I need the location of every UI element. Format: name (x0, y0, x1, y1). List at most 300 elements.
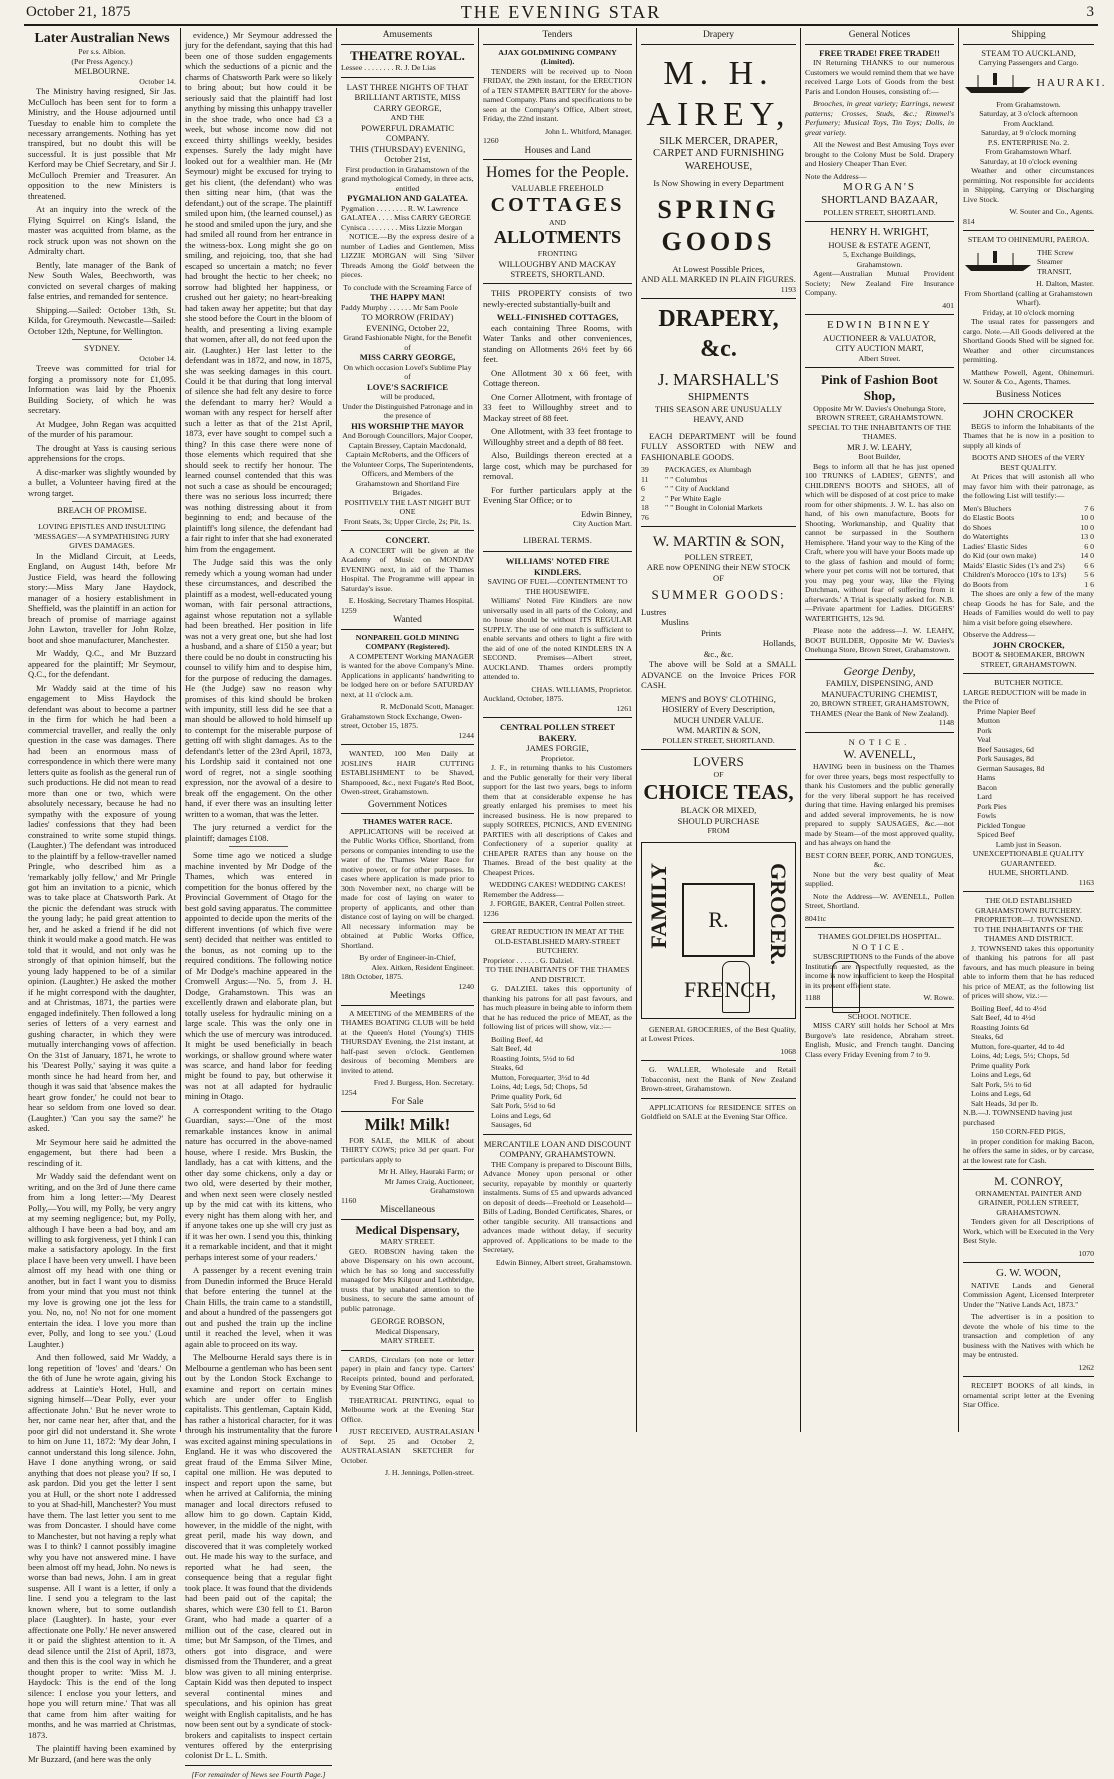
section-heading-tenders: Tenders (483, 30, 632, 45)
family-grocer-illustration (641, 842, 796, 1019)
ad-text: Grahamstown. (856, 259, 903, 269)
ad-text: The usual rates for passengers and cargo. Note.—All Goods delivered at the Shortland Goods Shed will be signed for. Weather and other circumstances permitting. (963, 317, 1094, 365)
continuation-note: [For remainder of News see Fourth Page.] (191, 1769, 326, 1779)
ad-text: Matthew Powell, Agent, Ohinemuri. W. Souter & Co., Agents, Thames. (963, 367, 1094, 387)
ad-text: AJAX GOLDMINING COMPANY (Limited). (498, 47, 617, 67)
price-item: Prime quality Pork, 6d (491, 1091, 562, 1101)
ad-number: 1254 (341, 1087, 357, 1097)
price-item: Children's Morocco (10's to 13's) (963, 570, 1067, 580)
butcher-item: Hams (977, 773, 996, 783)
theatre-title: THEATRE ROYAL. (350, 47, 465, 63)
news-paragraph: The plaintiff having been examined by Mr Buzzard, (and here was the only (28, 1743, 176, 1764)
ad-text: WANTED, 100 Men Daily at JOSLIN'S HAIR CUTTING ESTABLISHMENT to be Shaved, Shampooed, &c., next Fugate's Red Boot, Owen-street, Grahamstown. (341, 749, 474, 797)
news-paragraph: Mr Seymour here said he admitted the engagement, but there had been a rescinding of it. (28, 1136, 176, 1168)
price-item: do Elastic Boots (963, 513, 1015, 523)
ship-count: 11 (641, 474, 649, 484)
section-heading-business: Business Notices (963, 390, 1094, 405)
ad-text: Medical Dispensary, (355, 1222, 460, 1237)
ad-text: The shoes are only a few of the many cheap Goods he has for Sale, and the Heads of Families would do well to pay him a visit before going elsewhere. (963, 589, 1094, 627)
ad-text: BUTCHER NOTICE. (994, 678, 1063, 688)
ship-count: 76 (641, 512, 649, 522)
ad-text: W. Souter and Co., Agents. (1009, 207, 1094, 217)
drapery-title: DRAPERY, &c. (658, 306, 779, 362)
ad-text: A MEETING of the MEMBERS of the THAMES BOATING CLUB will be held at the Queen's Hotel (Young's) THIS THURSDAY Evening, the 21st instant, at half-past seven o'clock. Gentlemen desirous of becoming Members are invited to attend. (341, 1008, 474, 1075)
news-paragraph: And then followed, said Mr Waddy, a long repetition of 'loves' and 'dears.' On the 6th of June he wrote again, giving his address at Laintie's Hotel, Hull, and signing himself—'Dear Polly, ever your affectionate John.' But he never wrote to her, nor came near her, after that, and the poor girl did not understand it. She wrote to him on June 11, 1872: 'My dear John, I cannot understand this long silence. John, Have I done anything wrong, or said anything that does not please you? If so, I ask pardon. Did you get the letter I sent you at Hull, or the short note I addressed to you at Shad-hill, Manchester? You must have them. The last letter you sent to me was from Doncaster. I should have come to Manchester, but not having a reply what was I to think? I cannot possibly imagine why you have not answered mine. I have been almost off my head, John. No news is worse than bad news, John. I am in great suspense. All I want is a letter, if only a line. I send you a telegram to the last known where, but to some outlandish place (Laughter). In haste, your ever affectionate one Polly.' He never answered it or paid the slightest attention to it. A dead silence until the 21st of April, 1873, and then this is the cool way in which he thought proper to write: 'Miss M. J. Haydock: This is the end of the long silence: I enclose you your letters, and hope you will return mine.' That was all that came from him after waiting for months, and he was married at Christmas, 1873. (28, 1352, 176, 1740)
ad-text: HOUSE & ESTATE AGENT, (828, 239, 931, 250)
ad-text: JOHN CROCKER (983, 407, 1074, 422)
steamer-row (963, 248, 1094, 277)
ad-text: NONPAREIL GOLD MINING COMPANY (Registered). (355, 632, 460, 652)
ad-text: Williams' Noted Fire Kindlers are now universally used in all parts of the Colony, and no house should be without ITS REGULAR SUPPLY. The use of one match is sufficient to enable servants and others to light a fire with the aid of one of the noted KINDLERS IN A SECOND. Premises—Albert street, AUCKLAND. Thames orders promptly attended to. (483, 596, 632, 682)
ad-text: MISS CARY still holds her School at Mrs Burgove's late residence, Abraham street. English, Music, and French taught. Dancing Class every Friday Evening from 7 to 9. (805, 1021, 954, 1059)
newspaper-title: THE EVENING STAR (460, 2, 662, 22)
ad-text: For further particulars apply at the Evening Star Office; or to (483, 484, 632, 506)
ad-text: JUST RECEIVED, AUSTRALASIAN of Sept. 25 and October 2, AUSTRALASIAN SKETCHER for October. (341, 1427, 474, 1465)
ad-number: 1193 (780, 284, 796, 294)
ad-text: PROPRIETOR—J. TOWNSEND. (974, 915, 1083, 925)
ad-text: And Borough Councillors, Major Cooper, Captain Bressey, Captain Macdonald, Captain McRoberts, and the Officers of the Volunteer Corps, The Superintendents, Officers, and Members of the Grahamstown and Shortland Fire Brigades. (341, 431, 474, 498)
ad-text: J. FORGIE, BAKER, Central Pollen street. (490, 899, 625, 909)
ad-text: Homes for the People. (485, 164, 630, 182)
ad-text: R. McDonald Scott, Manager. (380, 702, 474, 712)
ad-text: Milk! Milk! (364, 1115, 451, 1135)
ad-text: Proprietor. (540, 753, 575, 763)
ad-text: M. CONROY, (994, 1174, 1063, 1189)
column-tenders (479, 30, 636, 1430)
ad-text: MR J. W. LEAHY, (847, 441, 912, 452)
column-news-2 (181, 30, 336, 1779)
ship-source: " Per White Eagle (665, 493, 722, 503)
ad-text: SILK MERCER, DRAPER, CARPET AND FURNISHING WAREHOUSE, (652, 135, 785, 173)
ad-text: From Shortland (calling at Grahamstown Wharf). (964, 288, 1093, 308)
news-paragraph: The jury returned a verdict for the plaintiff; damages £108. (185, 822, 332, 843)
ad-text: BLACK OR MIXED, (680, 805, 757, 816)
ad-text: SHIPMENTS (687, 390, 750, 403)
news-paragraph: Treeve was committed for trial for forging a promissory note for £1,095. Information was laid by the Phoenix Building Society, of which he was secretary. (28, 363, 176, 416)
butcher-item: Bacon (977, 782, 997, 792)
news-paragraph: The Ministry having resigned, Sir Jas. McCulloch has been sent for to form a Ministry, and the House adjourned until Tuesday to enable him to complete the necessary arrangements. Nothing has yet transpired, but no doubt this will be successful. It is just possible that Mr Kerford may be Chief Secretary, and Sir J. McCulloch Premier and Treasurer. An opposition to the new Ministers is threatened. (28, 86, 176, 201)
ad-text: POSITIVELY THE LAST NIGHT BUT ONE (344, 497, 471, 517)
price-item: do Boots from (963, 579, 1009, 589)
ad-text: Prints (701, 627, 722, 638)
ad-text: HIS WORSHIP THE MAYOR (351, 420, 464, 431)
ad-text: Friday, at 10 o'clock morning (982, 307, 1075, 317)
ad-text: HOSIERY of Every Description, (662, 704, 775, 715)
news-paragraph: Mr Waddy said the defendant went on writing, and on the 3rd of June there came from him a long letter:—'My Dearest Polly,—You will, my Polly, be very angry at my seeming negligence; but, my Polly, although I have been a bad boy, and am willing to ask forgiveness, yet I think I can make a satisfactory apology. In the first place I have been very unwell. I have been almost off my head with one thing or another, but in fact I want you to dismiss from your mind that you must not think my love is growing one jot the less for you. No, no, no! No not for one moment entertain the idea. I love you more than ever, Polly, and long to see you.' (Loud Laughter.) (28, 1171, 176, 1349)
price-item: Roasting Joints 6d (971, 1022, 1029, 1032)
price-value: 10 0 (1080, 522, 1094, 532)
ad-text: H. Dalton, Master. (1036, 279, 1094, 289)
ad-text: each containing Three Rooms, with Water Tanks and other conveniences, standing on Allotments 26½ feet by 66 feet. (483, 322, 632, 365)
news-source: Per s.s. Albion. (78, 47, 126, 57)
price-list (963, 504, 1094, 590)
ad-text: FAMILY (646, 862, 671, 949)
ad-text: City Auction Mart. (572, 519, 632, 529)
ad-text: Muslins (661, 617, 689, 628)
ad-text: Proprietor . . . . . . G. Dalziel. (483, 955, 574, 965)
news-paragraph: evidence,) Mr Seymour addressed the jury for the defendant, saying that this had been one of those sudden engagements which the seductions of a picnic and the charms of Chatsworth Park were so likely to bring about; but how could it be seriously said that the plaintiff had lost anything by missing this unhappy traveller in the shoe trade, who once had £3 a week, but whose income now did not exceed thirty shillings weekly, besides expenses. Surely the lady might have looked out for a wealthier man. He (Mr Seymour) might be excused for trying to get his client, (the defendant) who was then sitting near him, (that was the defendant,) out of the scrape. The plaintiff smiled upon him, (the learned counsel,) as he stood and smiled upon the jury, and she had smiled all round from her entrance in the witness-box. Long might she go on smiling, and rejoicing, too, that she had escaped so uncertain a match; no fever had brought the hectic to her cheek; no sorrow had blighted her happiness, or crushed out her gaiety; no heart-breaking had taken away her appetite; but that day she stood before the Court in the bloom of health, and presenting a living example that women, after all, do not feed upon the air. (Laughter.) Her last letter to the defendant was in 1872, and now, in 1875, she was seeking damages in this court. Could it be that during that long interval of silence she had felt any desire to force the defendant to marry her? Would a woman with any respect for herself after such a letter as that of the 21st April, 1873, ever have sought to compel such a thing? In this case there were none of those elements which required that she should seek to rectify her honour. The learned counsel contended that this was not such a case as should be encouraged; there was no serious loss incurred; there was nothing distressing about it from beginning to end; and because of the plaintiff's long silence, the defendant had a fair right to infer that she had exonerated him from the engagement. (185, 30, 332, 554)
ad-text: THAMES WATER RACE. (362, 817, 453, 827)
price-item: Prime quality Pork (971, 1060, 1030, 1070)
ad-text: Albert Street. (858, 353, 901, 363)
ad-text: 20, BROWN STREET, GRAHAMSTOWN, THAMES (Near the Bank of New Zealand). (810, 699, 949, 718)
ad-text: BOOT & SHOEMAKER, BROWN STREET, GRAHAMSTOWN. (972, 650, 1085, 669)
article-title: BREACH OF PROMISE. (57, 505, 147, 515)
news-paragraph: At an inquiry into the wreck of the Flying Squirrel on King's Island, the master was acquitted from blame, as the rock struck upon was not shown on the Admiralty chart. (28, 204, 176, 257)
dateline-melbourne: MELBOURNE. (74, 66, 130, 77)
ad-text: A COMPETENT Working MANAGER is wanted for the above Company's Mine. Applications in applicants' handwriting to be lodged here on or before SATURDAY next, at 11 o'clock a.m. (341, 651, 474, 699)
ad-text: Lustres (641, 607, 667, 617)
ad-text: BEST CORN BEEF, PORK, AND TONGUES, &c. (805, 850, 954, 870)
ad-text: EACH DEPARTMENT will be found FULLY ASSORTED with NEW and FASHIONABLE GOODS. (641, 430, 796, 462)
ad-text: HAURAKI. (1037, 76, 1107, 89)
ad-text: LOVE'S SACRIFICE (367, 381, 448, 392)
section-heading-meetings: Meetings (341, 991, 474, 1006)
ad-text: Front Seats, 3s; Upper Circle, 2s; Pit, 1s. (343, 516, 472, 526)
shipment-list (641, 465, 796, 522)
ad-text: AND (549, 217, 566, 227)
butcher-item: Veal (977, 735, 991, 745)
issue-date: October 21, 1875 (26, 4, 131, 20)
price-item: Salt Heads, 3d per lb. (971, 1098, 1039, 1108)
ad-text: GENERAL GROCERIES, of the Best Quality, at Lowest Prices. (641, 1024, 796, 1044)
ad-text: W. MARTIN & SON, (652, 534, 785, 551)
ad-text: Cynisca . . . . . . . . Miss Lizzie Morgan (341, 222, 463, 232)
ad-text: BEGS to inform the Inhabitants of the Thames that he is now in a position to supply all kinds of (963, 421, 1094, 450)
ad-text: EDWIN BINNEY (827, 319, 932, 332)
ad-text: MERCANTILE LOAN AND DISCOUNT COMPANY, GRAHAMSTOWN. (483, 1138, 632, 1160)
ship-count: 2 (641, 493, 645, 503)
ad-text: CARDS, Circulars (on note or letter paper) in plain and fancy type. Carters' Receipts printed, bound and perforated, by Evening Star Office. (341, 1354, 474, 1393)
ad-text: Auckland, October, 1875. (483, 694, 564, 704)
ad-text: Tenders given for all Descriptions of Work, which will be Executed in the Very Best Style. (963, 1217, 1094, 1246)
news-paragraph: Mr Waddy, Q.C., and Mr Buzzard appeared for the plaintiff; Mr Seymour, Q.C., for the defendant. (28, 648, 176, 680)
ship-source: " " Bought in Colonial Markets (665, 503, 763, 513)
column-news-1 (24, 30, 180, 1764)
ad-text: MEN'S and BOYS' CLOTHING, (661, 693, 776, 704)
ad-text: PYGMALION AND GALATEA. (347, 193, 468, 204)
ad-text: FRONTING (537, 249, 578, 258)
ad-text: Opposite Mr W. Davies's Onehunga Store, BROWN STREET, GRAHAMSTOWN. (813, 403, 946, 423)
ad-text: LAST THREE NIGHTS OF THAT BRILLIANT ARTISTE, MISS CARRY GEORGE, (346, 81, 469, 113)
ad-text: Also, Buildings thereon erected at a large cost, which may be purchased for removal. (483, 450, 632, 482)
ad-text: in proper condition for making Bacon, he offers the same in sides, or by carcase, at the lowest rate for Cash. (963, 1136, 1094, 1165)
price-item: Boiling Beef, 4d (491, 1034, 543, 1044)
column-drapery (637, 30, 800, 1430)
price-value: 6 6 (1084, 560, 1094, 570)
column-amusements (337, 30, 478, 1478)
steamship-icon (963, 249, 1033, 275)
ad-text: Mr H. Alley, Hauraki Farm; or (378, 1167, 474, 1177)
ad-text: LIBERAL TERMS. (523, 534, 592, 545)
ad-text: The above will be Sold at a SMALL ADVANCE on the Invoice Prices FOR CASH. (641, 659, 796, 691)
price-item: Boiling Beef, 4d to 4½d (971, 1003, 1047, 1013)
ad-text: Fred J. Burgess, Hon. Secretary. (373, 1078, 474, 1088)
butcher-item: Pork (977, 725, 992, 735)
news-agency: (Per Press Agency.) (71, 56, 133, 66)
spring-goods: SPRING GOODS (657, 195, 780, 257)
ad-text: UNEXCEPTIONABLE QUALITY GUARANTEED. (972, 849, 1085, 868)
ad-text: Carrying Passengers and Cargo. (978, 58, 1079, 68)
grocer-sign: R. FRENCH, (682, 883, 755, 957)
ad-text: MARY STREET. (380, 1237, 435, 1247)
ad-text: JAMES FORGIE, (526, 743, 589, 754)
ad-text: Mr James Craig, Auctioneer, Grahamstown (384, 1176, 474, 1196)
ad-text: Begs to inform all that he has just opened 100 TRUNKS of LADIES', GENTS', and CHILDREN'S BOOTS and SHOES, all of which will be disposed of at cost price to make room for other shipments. J. W. L. has also on hand, of his own manufacture, Boots for Shooting, Workmanship, and Quality that cannot be surpassed in the Southern Hemisphere. 'Hand your way to the King of the Craft, where you will have your Boots made up to the glass of fashion and mould of form; where your pet corns will not be tortured, that you may peg your way, like the Flying Dutchman, without fear of suffering from it afterwards.' A Trial is specially asked for. N.B.—Private apartment for Ladies. DIGGERS' WATERTIGHTS, 12s 9d. (805, 461, 954, 623)
news-paragraph: A passenger by a recent evening train from Dunedin informed the Bruce Herald that before entering the tunnel at the Chain Hills, the train came to a standstill, and about a hundred of the passengers got out and pushed the train up the incline until it reached the level, when it was again able to proceed on its way. (185, 1265, 332, 1349)
ad-text: HULME, SHORTLAND. (988, 868, 1069, 878)
ad-text: By order of Engineer-in-Chief, (359, 953, 456, 963)
ad-text: NOTICE. (848, 736, 911, 747)
ad-text: APPLICATIONS for RESIDENCE SITES on Goldfield on SALE at the Evening Star Office. (641, 1102, 796, 1122)
column-shipping (959, 30, 1107, 1430)
news-paragraph: The Melbourne Herald says there is in Melbourne a gentleman who has been sent out by the London Stock Exchange to examine and report on certain mines which are under offer to English capitalists. This gentleman, Captain Kidd, has rather a historical character, for it was through his instrumentality that the furore was excited against mining speculations in England. He it was who discovered the great fraud of the Emma Silver Mine, capital one million. He was deputed to inspect and report upon the same, but when he arrived at California, the mining manager and local directors refused to allow him to go down. Captain Kidd, however, in the middle of the night, with great peril, made his way down, and discovered that it was completely worked out. He made his way to the surface, and reported what he had seen, the consequence being that a regular fight took place. It was found that the dividends had been paid out of the capital; the shares, which were £30 fell to £1. Baron Grant, who had made a quarter of a million out of the case, cleared out in time; but Mr Sampson, of the Times, and others got into disgrace, and were dismissed from the Thunderer, and a great blow was given to all mining enterprise. Captain Kidd was then deputed to inspect several continental mines and speculations, and his opinion has great weight with English capitalists, and he has now been sent out by a syndicate of stock-brokers and capitalists to inspect certain ventures offered by the enterprising colonist Dr L. L. Smith. (185, 1352, 332, 1761)
price-value: 10 0 (1080, 513, 1094, 523)
price-item: Maids' Elastic Sides (1's and 2's) (963, 560, 1065, 570)
dateline-sydney: SYDNEY. (84, 343, 120, 354)
price-list (483, 1035, 632, 1130)
ad-text: JOHN CROCKER, (992, 639, 1065, 650)
ad-text: CITY AUCTION MART, (835, 343, 924, 354)
ad-text: G. WALLER, Wholesale and Retail Tobacconist, next the Bank of New Zealand Brown-street, Grahamstown. (641, 1065, 796, 1094)
section-heading-government: Government Notices (341, 800, 474, 815)
ad-text: THE OLD ESTABLISHED GRAHAMSTOWN BUTCHERY. (975, 896, 1082, 915)
ad-text: TO MORROW (FRIDAY) EVENING, October 22, (361, 312, 454, 333)
ad-text: THEATRICAL PRINTING, equal to Melbourne work at the Evening Star Office. (341, 1395, 474, 1424)
ad-text: CONCERT. (385, 535, 430, 546)
ad-text: NOTICE. (852, 941, 907, 952)
ad-text: Hollands, (762, 638, 796, 649)
ad-text: Pygmalion . . . . . . . . R. W. Lawrence (341, 203, 459, 213)
ad-text: STEAM TO OHINEMURI, PAEROA. (967, 235, 1090, 245)
ad-text: SUMMER GOODS: (651, 587, 786, 603)
ad-text: Medical Dispensary, (375, 1326, 440, 1336)
ad-text: GROCER. (766, 862, 791, 965)
news-paragraph: The drought at Yass is causing serious apprehensions for the crops. (28, 442, 176, 464)
butcher-item: Spiced Beef (977, 830, 1015, 840)
section-heading-drapery: Drapery (641, 30, 796, 45)
ad-text: Boot Builder, (858, 452, 901, 462)
ad-text: Note the Address—W. AVENELL, Pollen Street, Shortland. (805, 891, 954, 911)
section-heading-shipping: Shipping (963, 30, 1094, 45)
ad-text: Observe the Address— (963, 630, 1036, 640)
ad-text: POWERFUL DRAMATIC COMPANY. (360, 122, 455, 144)
ad-text: GALATEA . . . . Miss CARRY GEORGE (341, 213, 471, 223)
ad-text: TENDERS will be received up to Noon FRIDAY, the 29th instant, for the ERECTION of a TEN STAMPER BATTERY for the above-named Company. Plans and specifications to be seen at the Company's Office, Albert street, Friday, the 22nd instant. (483, 66, 632, 124)
price-item: Loins and Legs, 6d (971, 1089, 1031, 1099)
ad-text: IN Returning THANKS to our numerous Customers we would remind them that we have received Large Lots of Goods from the best Paris and London Houses, consisting of:— (805, 58, 954, 96)
price-item: do Watertights (963, 532, 1009, 542)
column-general-notices (801, 30, 958, 1430)
ad-text: &c., &c. (703, 648, 734, 659)
ad-number: 401 (942, 300, 954, 310)
ad-text: TO THE INHABITANTS OF THE THAMES AND DISTRICT. (973, 924, 1084, 944)
ship-source: PACKAGES, ex Alumbagh (665, 465, 752, 475)
ad-text: NOTICE.—By the express desire of a number of Ladies and Gentlemen, Miss LIZZIE MORGAN will Sing 'Silver Threads Among the Gold' between the pieces. (341, 232, 474, 280)
ad-text: NATIVE Lands and General Commission Agent, Licensed Interpreter Under the "Native Lands Act, 1873." (963, 1280, 1094, 1309)
ad-text: SHORTLAND BAZAAR, (821, 194, 938, 207)
ad-text: FROM (707, 826, 730, 836)
ad-text: P.S. ENTERPRISE No. 2. (987, 137, 1070, 147)
ad-text: 150 CORN-FED PIGS, (991, 1127, 1066, 1137)
ad-text: John L. Whitford, Manager. (545, 126, 632, 136)
ad-text: Saturday, at 3 o'clock afternoon (979, 109, 1078, 119)
ad-text: J. H. Jennings, Pollen-street. (384, 1468, 474, 1478)
ad-text: Under the Distinguished Patronage and in the presence of (342, 401, 473, 421)
ad-text: Saturday, at 9 o'clock morning (980, 128, 1077, 138)
steamship-icon (963, 71, 1033, 97)
section-heading-amusements: Amusements (341, 30, 474, 45)
ad-text: ALLOTMENTS (493, 227, 622, 248)
ad-text: J. TOWNSEND takes this opportunity of thanking his patrons for all past favours, and has much pleasure in being able to inform them that he has reduced his price of MEAT, as the following list of prices will show, viz.:— (963, 943, 1094, 1001)
ad-text: HAVING been in business on the Thames for over three years, begs most respectfully to thank his Customers and the public generally for the very liberal support he has received during that time. Having enlarged his premises and added several improvements, he is now prepared to supply SAUSAGES, &c.—not made by Steam—of the most approved quality, and has always on hand the (805, 762, 954, 848)
ad-number: 1068 (780, 1046, 796, 1056)
ad-text: Lessee . . . . . . . . R. J. De Lias (341, 63, 436, 73)
ad-text: A CONCERT will be given at the Academy of Music on MONDAY EVENING next, in aid of the Thames Hospital. The Programme will appear in Saturday's issue. (341, 545, 474, 593)
butcher-item: Prime Napier Beef (977, 706, 1036, 716)
ad-text: Alex. Aitken, Resident Engineer. (371, 962, 474, 972)
price-item: do Shoes (963, 522, 992, 532)
ad-text: APPLICATIONS will be received at the Public Works Office, Shortland, from persons or companies intending to use the water of the Thames Water Race for motive power, or for other purposes. In cases where application is made prior to 30th November next, no charge will be made for cost of laying on water to property of applicants, and other than distance cost of laying on will be charged. All necessary information may be obtained at Public Works Office, Shortland. (341, 826, 474, 950)
ad-text: Brooches, in great variety; Earrings, newest patterns; Crosses, Studs, &c.; Rimmel's Perfumery; Musical Toys, Tin Toys; Dolls, in great variety. (805, 99, 954, 137)
ad-number: 1148 (938, 718, 954, 728)
price-item: Sausages, 6d (491, 1120, 532, 1130)
ad-text: Saturday, at 10 o'clock evening (979, 156, 1078, 166)
ad-text: POLLEN STREET, SHORTLAND. (823, 207, 936, 217)
ad-text: HENRY H. WRIGHT, (830, 226, 929, 239)
price-value: 6 0 (1084, 541, 1094, 551)
ad-text: At Lowest Possible Prices, (672, 263, 765, 274)
news-headline: Later Australian News (34, 31, 170, 46)
ad-text: WILLOUGHBY AND MACKAY STREETS, SHORTLAND. (498, 258, 617, 279)
ad-text: ARE now OPENING their NEW STOCK OF (646, 562, 791, 583)
section-heading-houses: Houses and Land (483, 146, 632, 161)
ad-text: Is Now Showing in every Department (653, 177, 784, 188)
ad-text: Agent—Australian Mutual Provident Society; New Zealand Fire Insurance Company. (805, 269, 954, 298)
ad-text: One Allotment, with 33 feet frontage to Willoughby street and a depth of 88 feet. (483, 426, 632, 447)
ad-text: LARGE REDUCTION will be made in the Price of (963, 687, 1087, 707)
news-paragraph: A correspondent writing to the Otago Guardian, says:—'One of the most remarkable instances know in animal nature has occurred in the above-named house, where I reside. Mrs Buskin, the landlady, has a cat with kittens, and the other day some chickens, only a day or two old, were deserted by their mother, and when next seen were closely nestled up by the mid cat with its kittens, who every night has them along with her, and if anyone takes one up she will cry just as if it was her own. I send you this, thinking it a remarkable incident, and that it might perhaps interest some of your readers.' (185, 1104, 332, 1262)
ad-number: 1236 (483, 908, 499, 918)
ad-text: GEO. ROBSON having taken the above Dispensary on his own account, which he has so long and successfully managed for Mrs Kilgour and Lethbridge, trusts that by unabated attention to the business, to secure the same amount of public patronage. (341, 1246, 474, 1313)
ad-text: None but the very best quality of Meat supplied. (805, 869, 954, 889)
butcher-item: Pork Sausages, 8d (977, 754, 1034, 764)
news-paragraph: In the Midland Circuit, at Leeds, England, on August 14th, before Mr Justice Field, was heard the following story:—Miss Mary Jane Haydock, manager of a hosiery establishment in Sheffield, was the plaintiff in an action for breach of promise of marriage against John Lawton, traveller for John Rolze, boot and shoe manufacturer, Manchester. (28, 550, 176, 645)
ad-text: J. MARSHALL'S (657, 369, 780, 389)
ad-text: THE Company is prepared to Discount Bills, Advance Money upon personal or other security, repayable by monthly or quarterly instalments. Sums of £5 and upwards advanced on deposit of deeds—Freehold or Leasehold—Bills of Lading, Bonded Certificates, Shares, or other tangible security. All transactions and advances made without delay, if security approved of. Applications to be made to the Secretary, (483, 1159, 632, 1255)
ad-text: Grand Fashionable Night, for the Benefit of (343, 333, 472, 352)
ad-text: Grahamstown Stock Exchange, Owen-street, October 15, 1875. (341, 711, 463, 731)
ad-text: From Auckland. (1003, 118, 1054, 128)
price-item: Men's Bluchers (963, 503, 1012, 513)
butcher-item: Fowls (977, 811, 997, 821)
ad-number: 1160 (341, 1195, 357, 1205)
ad-text: TO THE INHABITANTS OF THE THAMES AND DISTRICT. (485, 965, 630, 984)
news-paragraph: Mr Waddy said at the time of his engagement to Miss Haydock the defendant was about to become a partner in the firm for which he had been a commercial traveller, and really the only question in the case was damages. There had been an enormous mass of correspondence in which there were many letters quite as foolish as the general run of such productions. He did not mean to read more than one or two, which were absolutely necessary, because he had no sympathy with the exposure of young ladies' confessions that they had been constrained to write some stupid things. (Laughter.) The defendant was introduced to the plaintiff by a fellow-traveller named Pringle, who described him as a 'remarkably jolly fellow,' and Mr Pringle got him an invitation to a picnic, which was to take place at Chatsworth Park. At the picnic the defendant was struck with the young lady; he paid great attention to her, and he asked a friend if he did not think it would make a good match. He was told that it would, and not only was he strongly of that opinion himself, but the young lady happened to be of a similar opinion. (Laughter.) He asked the mother if he might correspond with the daughter, and at Christmas, 1871, the parties were engaged indefinitely. Then followed a long series of letters of a very earnest and gushing character, in which they were mutually interchanging vows of affection. On the 31st of January, 1871, he wrote to his 'Dearest Polly,' saying it was quite a month since he had heard from her, and though it was said that 'absence makes the heart grow fonder,' he could not bear to hear so seldom from one loved so dear. (Laughter.) 'Can you say the same?' he asked. (28, 682, 176, 1134)
ad-text: THIS SEASON ARE UNUSUALLY HEAVY, AND (654, 403, 783, 425)
ad-text: MISS CARRY GEORGE, (359, 352, 456, 363)
ad-text: THAMES GOLDFIELDS HOSPITAL. (817, 932, 942, 942)
butcher-item-list (963, 707, 1094, 840)
ad-text: Please note the address—J. W. LEAHY, BOOT BUILDER, Opposite Mr W. Davies's Onehunga Store, Brown Street, Grahamstown. (805, 626, 954, 655)
ad-text: Lamb just in Season. (995, 839, 1062, 849)
ad-text: 5, Exchange Buildings, (843, 250, 916, 260)
price-item: Steaks, 6d (491, 1063, 524, 1073)
ship-source: " " City of Auckland (665, 484, 729, 494)
ad-text: G. W. WOON, (996, 1267, 1061, 1280)
ad-text: MUCH UNDER VALUE. (673, 714, 764, 725)
ad-text: RECEIPT BOOKS of all kinds, in ornamental script letter at the Evening Star Office. (963, 1381, 1094, 1410)
price-item: Loins and Legs, 6d (491, 1110, 551, 1120)
ship-source: " " Columbus (665, 474, 708, 484)
ad-number: 1260 (483, 136, 499, 146)
ad-text: COTTAGES (490, 194, 625, 217)
ad-number: 1244 (458, 730, 474, 740)
price-item: Ladies' Elastic Sides (963, 541, 1028, 551)
ad-text: The advertiser is in a position to devote the whole of his time to the transaction and completion of any business with the Natives with which he may be entrusted. (963, 1312, 1094, 1360)
price-item: Steaks, 6d (971, 1032, 1004, 1042)
ad-text: E. Hosking, Secretary Thames Hospital. (348, 596, 474, 606)
ship-count: 18 (641, 503, 649, 513)
price-list (963, 1004, 1094, 1109)
ad-text: LOVERS (693, 754, 744, 770)
ad-number: 1163 (1078, 877, 1094, 887)
price-item: Salt Pork, 5½d to 6d (491, 1101, 556, 1111)
ad-text: At Prices that will astonish all who may favor him with their patronage, as the following List will testify:— (963, 472, 1094, 501)
ad-text: Paddy Murphy . . . . . . Mr Sam Poole (341, 302, 458, 312)
news-paragraph: A disc-marker was slightly wounded by a bullet, a Volunteer having fired at the wrong target. (28, 466, 176, 498)
ad-number: 1188 (805, 993, 821, 1003)
ad-text: MARY STREET. (380, 1336, 435, 1346)
masthead (24, 0, 1098, 26)
ad-text: SCHOOL NOTICE. (847, 1011, 912, 1021)
ad-text: SUBSCRIPTIONS to the Funds of the above Institution are respectfully requested, as the income is now insufficient to keep the Hospital in its present efficient state. (805, 952, 954, 990)
news-paragraph: Shipping.—Sailed: October 13th, St. Kilda, for Greymouth. Newcastle—Sailed: October 12th, Neptune, for Wellington. (28, 304, 176, 336)
ad-text: GEORGE ROBSON, (370, 1316, 445, 1327)
ad-text: AUCTIONEER & VALUATOR, (823, 332, 936, 343)
news-paragraph: The Judge said this was the only remedy which a young woman had under these circumstances, and described the plaintiff as a modest, well-educated young woman, with fair personal attractions, against whose reputation not a syllable had been breathed. Her position in life was not a very great one, but she had lost a husband, and a share of £150 a year; but there could be no doubt in constructing his counsel to vilify him and to despise him, for the purpose of reducing the damages. He (the Judge) saw no reason why promises of this kind should be broken with impunity, still less did he see that a man should be allowed to hold himself up to contempt for the miserable purpose of getting off with slight damages. As to the defendant's letter of the 23rd April, 1873, his Lordship said it contained not one word of regret, not a single soothing expression, nor the avowal of a desire to break off the engagement. On the other hand, if ever there was an insulting letter written to a woman, that was the letter. (185, 557, 332, 819)
ad-text: SPECIAL TO THE INHABITANTS OF THE THAMES. (808, 422, 951, 442)
ad-text: Weather and other circumstances permitting. Not responsible for accidents in Shipping, Carrying or Discharging Live Stock. (963, 166, 1094, 204)
ad-text: N.B.—J. TOWNSEND having just purchased (963, 1108, 1073, 1127)
price-value: 7 6 (1084, 503, 1094, 513)
butcher-item: Pork Pies (977, 801, 1007, 811)
ad-text: POLLEN STREET, (684, 551, 753, 562)
price-item: Loins and Legs, 6d (971, 1070, 1031, 1080)
ad-text: Edwin Binney, (581, 508, 632, 519)
price-item: Salt Pork, 5½ to 6d (971, 1079, 1032, 1089)
price-item: Roasting Joints, 5½d to 6d (491, 1053, 575, 1063)
ad-text: POLLEN STREET, SHORTLAND. (662, 735, 775, 745)
ad-text: AND THE (390, 113, 425, 123)
section-heading-for-sale: For Sale (341, 1097, 474, 1112)
ad-text: THE HAPPY MAN! (369, 292, 446, 303)
ad-text: THIS PROPERTY consists of two newly-erected substantially-built and (483, 288, 632, 309)
ad-text: WILLIAMS' NOTED FIRE KINDLERS. (505, 556, 610, 577)
ad-text: MORGAN'S (843, 181, 916, 194)
ad-text: SAVING OF FUEL—CONTENTMENT TO THE HOUSEWIFE. (487, 577, 628, 596)
price-item: Salt Beef, 4d to 4½d (971, 1013, 1036, 1023)
ad-number: 1240 (458, 981, 474, 991)
price-value: 14 0 (1080, 551, 1094, 561)
section-heading-misc: Miscellaneous (341, 1205, 474, 1220)
section-heading-general: General Notices (805, 30, 954, 45)
ad-text: FOR SALE, the MILK of about THIRTY COWS; price 3d per quart. For particulars apply to (341, 1135, 474, 1164)
ad-text: To conclude with the Screaming Farce of (343, 282, 472, 292)
ad-text: FREE TRADE! FREE TRADE!! (819, 47, 940, 58)
price-value: 13 0 (1080, 532, 1094, 542)
ad-number: 1070 (1078, 1248, 1094, 1258)
